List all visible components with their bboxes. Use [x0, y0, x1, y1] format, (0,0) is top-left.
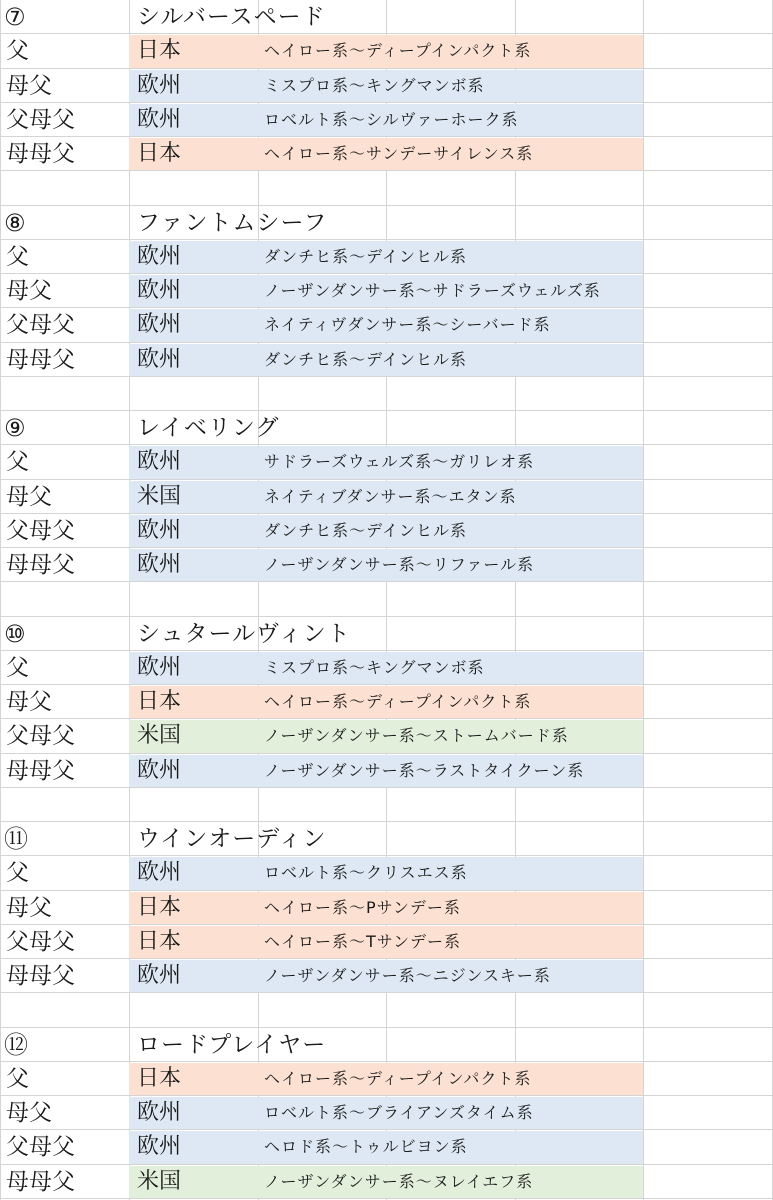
pedigree-role: 父: [6, 1066, 29, 1092]
pedigree-role: 母母父: [6, 1169, 75, 1195]
pedigree-role: 父母父: [6, 723, 75, 749]
pedigree-row: [0, 445, 773, 479]
blank-row: [0, 993, 773, 1027]
horse-name[interactable]: レイベリング: [137, 415, 280, 441]
pedigree-row: [0, 1096, 773, 1130]
pedigree-row: [0, 480, 773, 514]
sire-line-cell[interactable]: ノーザンダンサー系～リファール系: [264, 555, 535, 574]
region-cell[interactable]: 欧州: [137, 518, 182, 543]
pedigree-row: [0, 856, 773, 890]
sire-line-cell[interactable]: ロベルト系～ブライアンズタイム系: [264, 1103, 534, 1122]
region-cell[interactable]: 欧州: [137, 860, 182, 885]
region-cell[interactable]: 欧州: [137, 312, 182, 337]
pedigree-row: [0, 685, 773, 719]
pedigree-row: [0, 754, 773, 788]
pedigree-role: 父母父: [6, 312, 75, 338]
pedigree-role: 父: [6, 244, 29, 270]
pedigree-role: 父母父: [6, 1134, 75, 1160]
sire-line-cell[interactable]: ネイティヴダンサー系～シーバード系: [264, 315, 551, 334]
region-cell[interactable]: 欧州: [137, 552, 182, 577]
pedigree-row: [0, 34, 773, 68]
sire-line-cell[interactable]: ロベルト系～シルヴァーホーク系: [264, 110, 519, 129]
pedigree-row: [0, 137, 773, 171]
pedigree-role: 母父: [6, 73, 52, 99]
sire-line-cell[interactable]: ヘイロー系～サンデーサイレンス系: [264, 144, 534, 163]
pedigree-row: [0, 69, 773, 103]
pedigree-role: 父母父: [6, 929, 75, 955]
sire-line-cell[interactable]: ヘイロー系～ディープインパクト系: [264, 1069, 532, 1088]
horse-name[interactable]: シュタールヴィント: [137, 621, 351, 647]
pedigree-role: 父: [6, 449, 29, 475]
sire-line-cell[interactable]: ノーザンダンサー系～ニジンスキー系: [264, 966, 551, 985]
sire-line-cell[interactable]: ノーザンダンサー系～ヌレイエフ系: [264, 1172, 534, 1191]
blank-row: [0, 582, 773, 616]
pedigree-role: 母母父: [6, 347, 75, 373]
pedigree-role: 母母父: [6, 141, 75, 167]
sire-line-cell[interactable]: ヘロド系～トゥルビヨン系: [264, 1137, 468, 1156]
pedigree-role: 母父: [6, 278, 52, 304]
horse-name[interactable]: ロードプレイヤー: [137, 1032, 327, 1058]
horse-header-row: [0, 0, 773, 34]
region-cell[interactable]: 欧州: [137, 278, 182, 303]
grid-row-line: [0, 1198, 773, 1199]
region-cell[interactable]: 欧州: [137, 1134, 182, 1159]
pedigree-role: 父: [6, 655, 29, 681]
sire-line-cell[interactable]: ヘイロー系～ディープインパクト系: [264, 41, 532, 60]
blank-row: [0, 171, 773, 205]
pedigree-row: [0, 719, 773, 753]
sire-line-cell[interactable]: ノーザンダンサー系～ストームバード系: [264, 726, 569, 745]
region-cell[interactable]: 欧州: [137, 73, 182, 98]
blank-row: [0, 377, 773, 411]
region-cell[interactable]: 欧州: [137, 1100, 182, 1125]
pedigree-role: 母母父: [6, 758, 75, 784]
region-cell[interactable]: 日本: [137, 38, 182, 63]
pedigree-role: 母父: [6, 895, 52, 921]
region-cell[interactable]: 欧州: [137, 963, 182, 988]
pedigree-row: [0, 274, 773, 308]
region-cell[interactable]: 欧州: [137, 449, 182, 474]
pedigree-row: [0, 514, 773, 548]
sire-line-cell[interactable]: ノーザンダンサー系～サドラーズウェルズ系: [264, 281, 601, 300]
sire-line-cell[interactable]: サドラーズウェルズ系～ガリレオ系: [264, 452, 535, 471]
sire-line-cell[interactable]: ダンチヒ系～デインヒル系: [264, 350, 468, 369]
sire-line-cell[interactable]: ヘイロー系～ディープインパクト系: [264, 692, 532, 711]
pedigree-role: 母父: [6, 689, 52, 715]
pedigree-row: [0, 925, 773, 959]
pedigree-row: [0, 1165, 773, 1199]
region-cell[interactable]: 米国: [137, 484, 182, 509]
region-cell[interactable]: 米国: [137, 723, 182, 748]
pedigree-role: 父母父: [6, 518, 75, 544]
region-cell[interactable]: 欧州: [137, 244, 182, 269]
sire-line-cell[interactable]: ヘイロー系～Pサンデー系: [264, 898, 461, 917]
pedigree-role: 母母父: [6, 552, 75, 578]
pedigree-row: [0, 1130, 773, 1164]
horse-name[interactable]: ウインオーディン: [137, 826, 327, 852]
horse-number: ⑪: [4, 825, 28, 853]
pedigree-row: [0, 103, 773, 137]
region-cell[interactable]: 米国: [137, 1169, 182, 1194]
horse-number: ⑫: [4, 1031, 28, 1059]
pedigree-row: [0, 891, 773, 925]
sire-line-cell[interactable]: ダンチヒ系～デインヒル系: [264, 247, 468, 266]
sire-line-cell[interactable]: ミスプロ系～キングマンボ系: [264, 658, 485, 677]
pedigree-role: 母母父: [6, 963, 75, 989]
pedigree-row: [0, 651, 773, 685]
pedigree-role: 父母父: [6, 107, 75, 133]
region-cell[interactable]: 欧州: [137, 655, 182, 680]
pedigree-row: [0, 308, 773, 342]
pedigree-row: [0, 959, 773, 993]
horse-number: ⑧: [4, 209, 26, 237]
sire-line-cell[interactable]: ミスプロ系～キングマンボ系: [264, 76, 485, 95]
sire-line-cell[interactable]: ダンチヒ系～デインヒル系: [264, 521, 468, 540]
horse-number: ⑦: [4, 3, 26, 31]
region-cell[interactable]: 日本: [137, 929, 182, 954]
region-cell[interactable]: 日本: [137, 1066, 182, 1091]
pedigree-row: [0, 548, 773, 582]
region-cell[interactable]: 日本: [137, 689, 182, 714]
horse-header-row: [0, 206, 773, 240]
horse-name[interactable]: ファントムシーフ: [137, 210, 328, 236]
sire-line-cell[interactable]: ロベルト系～クリスエス系: [264, 863, 468, 882]
horse-header-row: [0, 1028, 773, 1062]
pedigree-row: [0, 343, 773, 377]
pedigree-role: 父: [6, 860, 29, 886]
sire-line-cell[interactable]: ネイティブダンサー系～エタン系: [264, 487, 517, 506]
sire-line-cell[interactable]: ヘイロー系～Tサンデー系: [264, 932, 461, 951]
region-cell[interactable]: 欧州: [137, 758, 182, 783]
sire-line-cell[interactable]: ノーザンダンサー系～ラストタイクーン系: [264, 761, 585, 780]
blank-row: [0, 788, 773, 822]
horse-number: ⑨: [4, 414, 26, 442]
horse-header-row: [0, 411, 773, 445]
pedigree-role: 父: [6, 38, 29, 64]
horse-number: ⑩: [4, 620, 26, 648]
region-cell[interactable]: 欧州: [137, 107, 182, 132]
pedigree-role: 母父: [6, 1100, 52, 1126]
pedigree-role: 母父: [6, 484, 52, 510]
pedigree-row: [0, 240, 773, 274]
region-cell[interactable]: 日本: [137, 895, 182, 920]
region-cell[interactable]: 日本: [137, 141, 182, 166]
horse-header-row: [0, 822, 773, 856]
horse-name[interactable]: シルバースペード: [137, 4, 326, 30]
region-cell[interactable]: 欧州: [137, 347, 182, 372]
pedigree-row: [0, 1062, 773, 1096]
horse-header-row: [0, 617, 773, 651]
